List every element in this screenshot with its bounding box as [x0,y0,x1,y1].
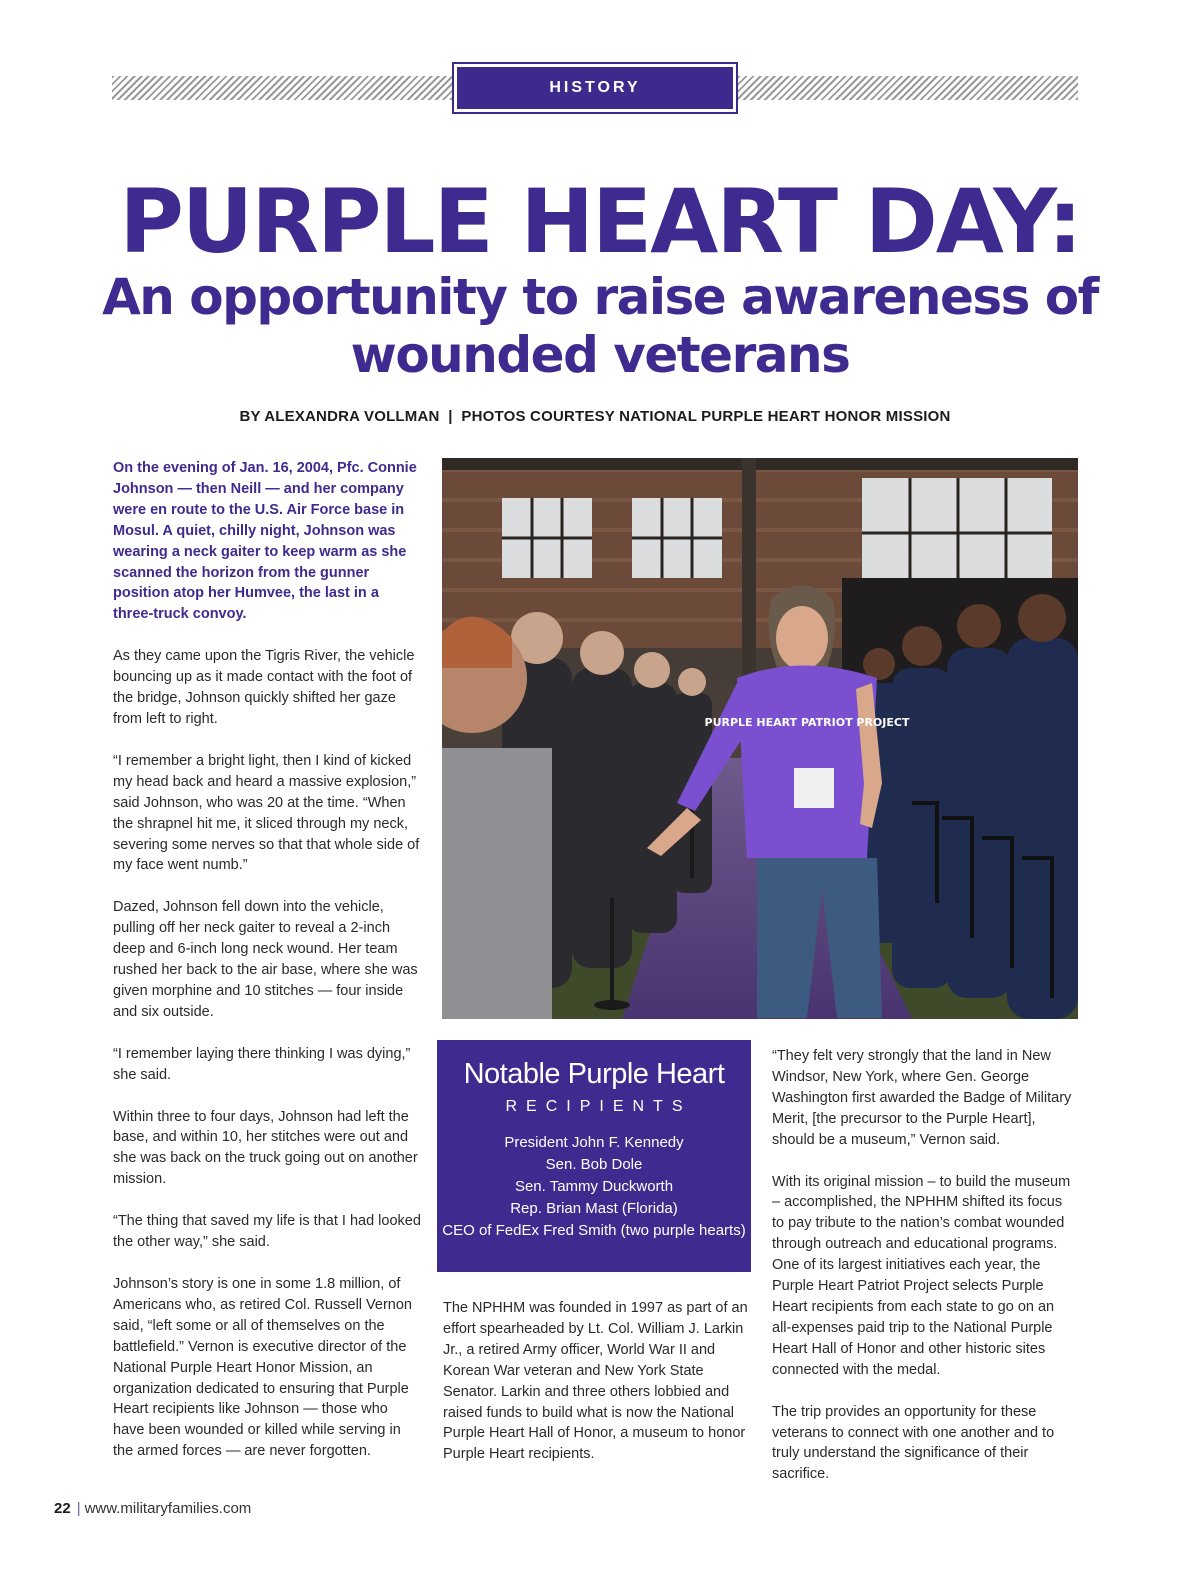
paragraph: Dazed, Johnson fell down into the vehicle, pulling off her neck gaiter to reveal a 2-inch deep and 6-inch long neck wound. Her team rushed her back to the air base, where she was given morphine and 10 stitches — four inside and six outside. [113,899,418,1020]
recipients-list [437,1132,751,1242]
notable-recipients-sidebar [437,1040,751,1272]
headline: PURPLE HEART DAY: [119,170,1081,273]
article-column-2 [443,1298,748,1486]
byline-text: BY ALEXANDRA VOLLMAN | PHOTOS COURTESY NATIONAL PURPLE HEART HONOR MISSION [239,408,951,425]
paragraph: As they came upon the Tigris River, the vehicle bouncing up as it made contact with the foot of the bridge, Johnson quickly shifted her gaze from left to right. [113,648,415,727]
lead-paragraph: On the evening of Jan. 16, 2004, Pfc. Connie Johnson — then Neill — and her company were en route to the U.S. Air Force base in Mosul. A quiet, chilly night, Johnson was wearing a neck gaiter to keep warm as she scanned the horizon from the gunner position atop her Humvee, the last in a three-truck convoy. [113,460,417,623]
website-url[interactable]: www.militaryfamilies.com [84,1500,252,1517]
page-footer [54,1500,251,1517]
paragraph: Johnson’s story is one in some 1.8 million, of Americans who, as retired Col. Russell Vernon said, “left some or all of themselves on the battlefield.” Vernon is executive director of the National Purple Heart Honor Mission, an organization dedicated to ensuring that Purple Heart recipients like Johnson — those who have been wounded or killed while serving in the armed forces — are never forgotten. [113,1276,412,1460]
paragraph: With its original mission – to build the museum – accomplished, the NPHHM shifted its focus to pay tribute to the nation’s combat wounded through outreach and educational programs. One of its largest initiatives each year, the Purple Heart Patriot Project selects Purple Heart recipients from each state to go on an all-expenses paid trip to the National Purple Heart Hall of Honor and other historic sites connected with the medal. [772,1173,1071,1378]
list-item: Sen. Tammy Duckworth [514,1178,674,1195]
list-item: Rep. Brian Mast (Florida) [510,1200,678,1217]
list-item: Sen. Bob Dole [545,1156,643,1173]
paragraph: “I remember laying there thinking I was dying,” she said. [113,1045,411,1083]
paragraph: The NPHHM was founded in 1997 as part of an effort spearheaded by Lt. Col. William J. Larkin Jr., a retired Army officer, World War II and Korean War veteran and New York State Senator. Larkin and three others lobbied and raised funds to build what is now the National Purple Heart Hall of Honor, a museum to honor Purple Heart recipients. [443,1300,748,1463]
article-column-3 [772,1046,1077,1506]
article-column-1 [113,458,421,1483]
paragraph: The trip provides an opportunity for these veterans to connect with one another and to truly understand the significance of their sacrifice. [772,1403,1055,1483]
hatch-divider-left [112,76,452,100]
footer-separator: | [76,1500,81,1517]
paragraph: “I remember a bright light, then I kind of kicked my head back and heard a massive explosion,” said Johnson, who was 20 at the time. “When the shrapnel hit me, it sliced through my neck, severing some nerves so that that whole side of my face went numb.” [113,752,420,874]
section-header [112,64,1078,112]
section-label: HISTORY [454,64,736,112]
article-photo [442,458,1078,1019]
paragraph: Within three to four days, Johnson had left the base, and within 10, her stitches were out and she was back on the truck going out on another mission. [113,1108,418,1188]
paragraph: “The thing that saved my life is that I had looked the other way,” she said. [113,1213,421,1251]
page-number: 22 [54,1500,71,1517]
list-item: CEO of FedEx Fred Smith (two purple hearts) [442,1222,746,1239]
paragraph: “They felt very strongly that the land in New Windsor, New York, where Gen. George Washington first awarded the Badge of Military Merit, [the precursor to the Purple Heart], should be a museum,” Vernon said. [772,1048,1072,1148]
list-item: President John F. Kennedy [504,1134,684,1151]
hatch-divider-right [738,76,1078,100]
sidebar-title: Notable Purple Heart [463,1058,725,1090]
byline [112,408,1078,425]
ceremony-photo-illustration [442,458,1078,1019]
shirt-text: PURPLE HEART PATRIOT PROJECT [704,716,910,729]
sidebar-subtitle: RECIPIENTS [505,1098,692,1115]
subheadline: An opportunity to raise awareness of wounded veterans [102,268,1098,384]
